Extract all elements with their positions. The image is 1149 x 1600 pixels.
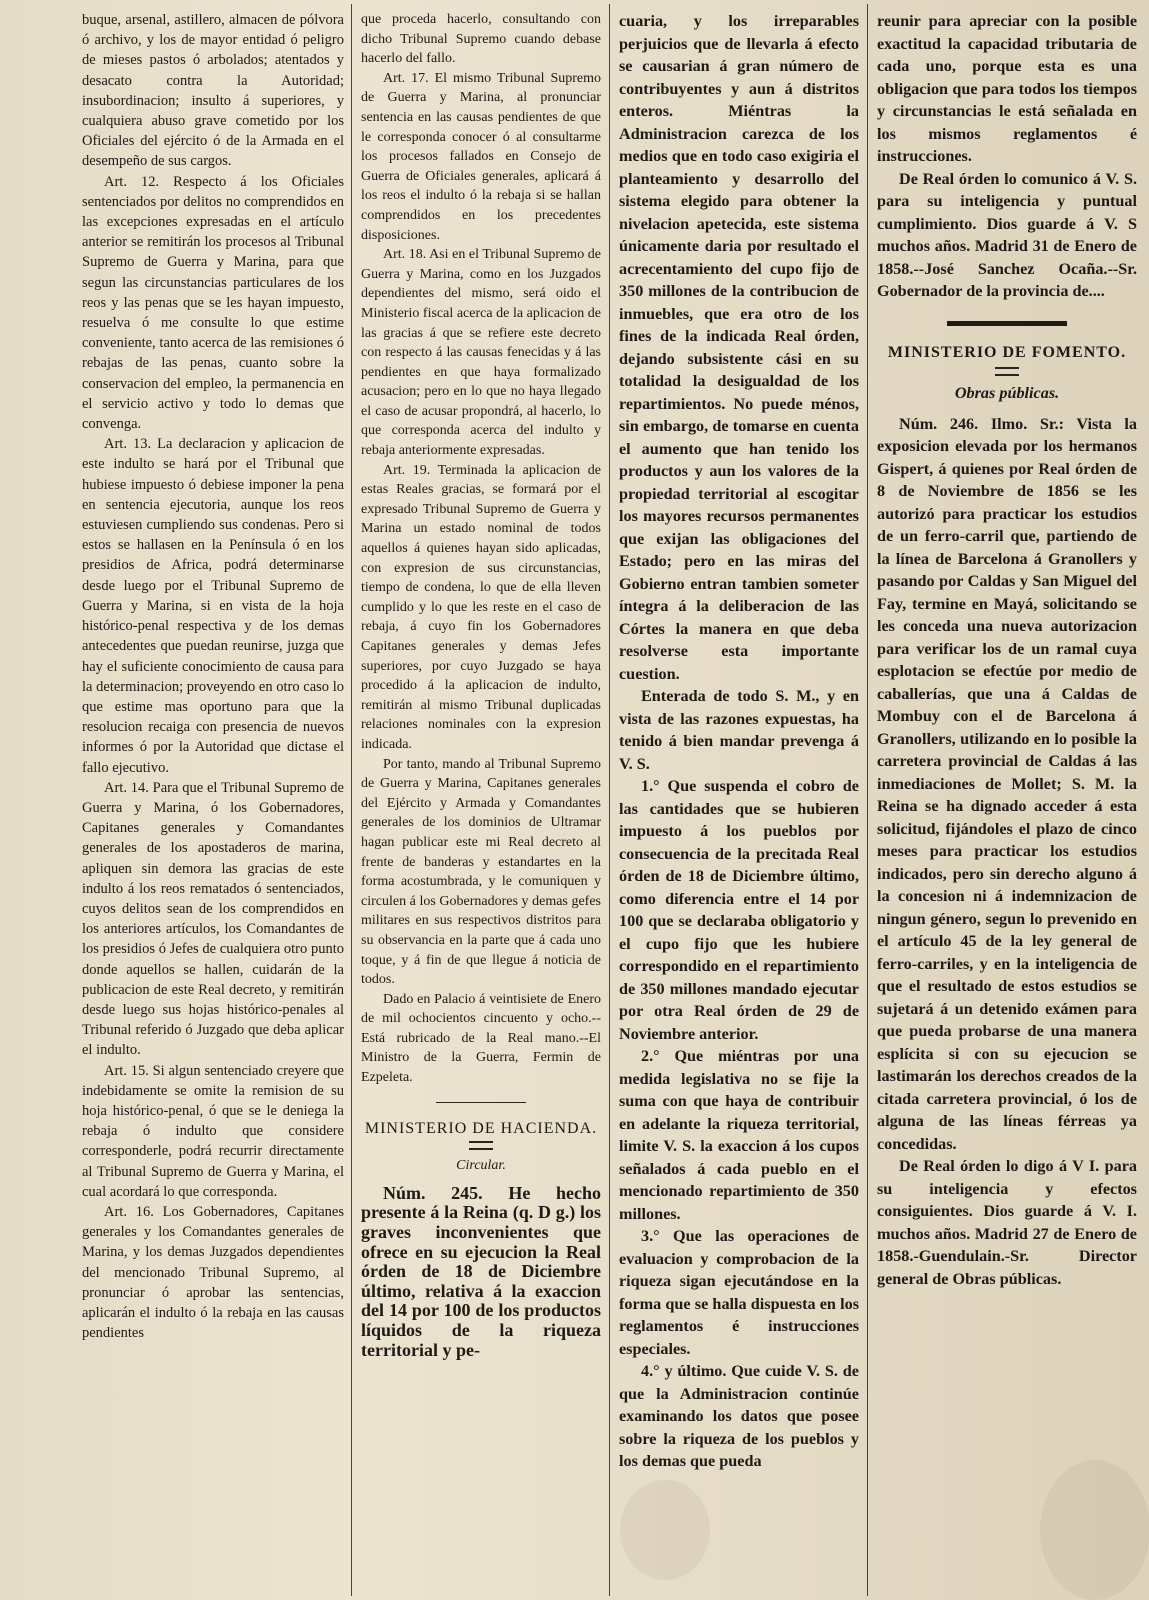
double-rule bbox=[995, 367, 1019, 376]
article-19: Art. 19. Terminada la aplicacion de estas Reales gracias, se formará por el expresado Tribunal Supremo de Guerra y Marina un estado nominal de todos aquellos á quienes hayan sido aplicadas, con expresion de sus circunstancias, tiempo de condena, lo que de ella lleven cumplido y lo que les reste en el caso de rebaja, á cuyo fin los Gobernadores Capitanes generales y demas Jefes superiores, por cuyo Juzgado se haya procedido á la aplicacion de indulto, remitirán al mismo Tribunal duplicadas relaciones nominales con la expresion indicada. bbox=[361, 462, 601, 752]
column-rule bbox=[609, 4, 610, 1596]
column-rule bbox=[351, 4, 352, 1596]
article-17: Art. 17. El mismo Tribunal Supremo de Guerra y Marina, al pronunciar sentencia en las causas pendientes de que le corresponda conocer ó al consultarme los procesos fallados en Consejo de Guerra de Oficiales generales, aplicará á los reos el indulto ó la rebaja si se hallan comprendidos en los precedentes disposiciones. bbox=[361, 70, 601, 243]
article-14: Art. 14. Para que el Tribunal Supremo de Guerra y Marina, ó los Gobernadores, Capitanes generales y Comandantes generales de los apostaderos de marina, apliquen sin demora las gracias de este indulto á los reos rematados ó sentenciados, cuyos delitos sean de los comprendidos en los anteriores artículos, los Comandantes de los presidios ó Jefes de cualquiera otro punto donde aquellos se hallen, cuidarán de la publicacion de este Real decreto, y remitirán desde luego sus hojas histórico-penales al Tribunal referido ó Juzgado que deba aplicar el indulto. bbox=[82, 779, 344, 1059]
article-12: Art. 12. Respecto á los Oficiales sentenciados por delitos no comprendidos en las excepciones expresadas en el artículo anterior se remitirán los procesos al Tribunal Supremo de Guerra y Marina, para que segun las circunstancias particulares de los reos y las penas que se les hayan impuesto, resuelva ó me consulte lo que estime conveniente, tanto acerca de las remisiones ó rebajas de las penas, cuanto sobre la conservacion del empleo, la permanencia en el servicio activo y todo lo demas que convenga. bbox=[82, 173, 344, 433]
article-13: Art. 13. La declaracion y aplicacion de este indulto se hará por el Tribunal que hubiese impuesto ó debiese imponer la pena en sentencia ejecutoria, aunque los reos estuviesen cumpliendo sus condenas. Pero si estos se hallasen en la Península ó en los presidios de Africa, podrá determinarse desde luego por el Tribunal Supremo de Guerra y Marina, si en vista de la hoja histórico-penal respectiva y de los demas antecedentes que puedan reunirse, juzga que hay el suficiente conocimiento de causa para la determinacion; proveyendo en otro caso lo que estime mas oportuno para que la resolucion recaiga con presencia de nuevos informes ó por la Autoridad que dictase el fallo ejecutivo. bbox=[82, 436, 344, 776]
section-divider bbox=[436, 1102, 526, 1103]
decree-text: buque, arsenal, astillero, almacen de pólvora ó archivo, y los de mayor entidad ó peligro de mieses pastos ó arbolados; atentados y desacato contra la Autoridad; insubordinacion; insulto á superiores, y cualquiera abuso grave cometido por los Oficiales del ejército ó de la Armada en el desempeño de sus cargos. bbox=[82, 12, 344, 170]
article-18: Art. 18. Asi en el Tribunal Supremo de Guerra y Marina, como en los Juzgados dependientes del mismo, será oido el Ministerio fiscal acerca de la aplicacion de las gracias á que se refiere este decreto con respecto á las causas fenecidas y á las pendientes en que haya formalizado acusacion; pero en lo que no haya llegado el caso de acusar propondrá, al hacerlo, lo que corresponda acerca del indulto y rebaja anteriormente expresadas. bbox=[361, 247, 601, 459]
provision-3: 3.° Que las operaciones de evaluacion y comprobacion de la riqueza sigan ejecutándose en la forma que se halla dispuesta en los reglamentos é instrucciones especiales. bbox=[619, 1227, 859, 1358]
section-subheading: Obras públicas. bbox=[954, 384, 1060, 402]
decree-mandate: Por tanto, mando al Tribunal Supremo de Guerra y Marina, Capitanes generales del Ejército y Armada y Comandantes generales de los dominios de Ultramar hagan publicar este mi Real decreto al frente de banderas y estandartes en la forma acostumbrada, y le comuniquen y circulen á los Gobernadores y demas gefes militares en sus respectivos distritos para su observancia en la parte que á cada uno toque, y á fin de que llegue á noticia de todos. bbox=[361, 756, 601, 988]
column-rule bbox=[867, 4, 868, 1596]
article-15: Art. 15. Si algun sentenciado creyere que indebidamente se omite la remision de su hoja histórico-penal, ó que se le deniega la rebaja ó indulto que considere corresponderle, podrá recurrir directamente al Tribunal Supremo de Guerra y Marina, el cual acordará lo que corresponda. bbox=[82, 1062, 344, 1200]
column-2 bbox=[361, 10, 601, 1592]
order-signature: De Real órden lo digo á V I. para su inteligencia y efectos consiguientes. Dios guarde á V. I. muchos años. Madrid 27 de Enero de 1858.-Guendulain.-Sr. Director general de Obras públicas. bbox=[877, 1157, 1137, 1288]
column-4 bbox=[877, 10, 1137, 1592]
column-3 bbox=[619, 10, 859, 1592]
circular-text: cuaria, y los irreparables perjuicios que de llevarla á efecto se causarian á gran número de contribuyentes y aun á distritos enteros. Miéntras la Administracion carezca de los medios que en todo caso exigiria el planteamiento y desarrollo del sistema elegido para obtener la nivelacion apetecida, este sistema únicamente daria por resultado el acrecentamiento del cupo fijo de 350 millones de la contribucion de inmuebles, que era otro de los fines de la indicada Real órden, dejando subsistente cási en su totalidad la desigualdad de los repartimientos. No puede ménos, sin embargo, de tomarse en cuenta el aumento que han tenido los productos y aun los valores de la propiedad territorial al escogitar los mayores recursos permanentes que exijan las obligaciones del Estado; pero en las miras del Gobierno entran tambien someter íntegra á la deliberacion de las Córtes la manera en que deba resolverse esta importante cuestion. bbox=[619, 12, 859, 683]
double-rule bbox=[469, 1141, 493, 1150]
circular-text: reunir para apreciar con la posible exactitud la capacidad tributaria de cada uno, porque esta es una obligacion que para todos los tiempos y circunstancias le está señalada en los mismos reglamentos é instrucciones. bbox=[877, 12, 1137, 165]
decree-text: que proceda hacerlo, consultando con dicho Tribunal Supremo cuando debase hacerlo del fallo. bbox=[361, 12, 601, 67]
order-246: Núm. 246. Ilmo. Sr.: Vista la exposicion elevada por los hermanos Gispert, á quienes por Real órden de 8 de Noviembre de 1856 se les autorizó para practicar los estudios de un ferro-carril que, partiendo de la línea de Barcelona á Granollers y pasando por Caldas y San Miguel del Fay, termine en Mayá, solicitando se les conceda una nueva autorizacion para verificar los de un ramal cuya esplotacion se efectúe por medio de caballerías, que una á Caldas de Mombuy con el de Barcelona á Granollers, utilizando en lo posible la carretera provincial de Caldas á las inmediaciones de Mollet; S. M. la Reina se ha dignado acceder á esta solicitud, fijándoles el plazo de cinco meses para practicar los estudios indicados, pero sin derecho alguno á la concesion ni á indemnizacion de ningun género, segun lo prevenido en el artículo 45 de la ley general de ferro-carriles, y en la inteligencia de que el resultado de estos estudios se sujetará á un detenido exámen para que pueda probarse de una manera esplícita si con su ejecucion se lastimarán los derechos creados de la citada carretera provincial, ó los de alguna de las líneas férreas ya concedidas. bbox=[877, 414, 1137, 1153]
circular-text: Enterada de todo S. M., y en vista de las razones expuestas, ha tenido á bien mandar prevenga á V. S. bbox=[619, 687, 859, 773]
article-16: Art. 16. Los Gobernadores, Capitanes generales y los Comandantes generales de Marina, y los demas Juzgados dependientes del mencionado Tribunal Supremo, al pronunciar ó aprobar las sentencias, aplicarán el indulto ó la rebaja en las causas pendientes bbox=[82, 1203, 344, 1342]
provision-4: 4.° y último. Que cuide V. S. de que la Administracion continúe examinando los datos que posee sobre la riqueza de los pueblos y los demas que pueda bbox=[619, 1362, 859, 1470]
section-heading-fomento: MINISTERIO DE FOMENTO. bbox=[887, 343, 1127, 361]
column-1 bbox=[82, 10, 344, 1592]
section-heading-hacienda: MINISTERIO DE HACIENDA. bbox=[364, 1119, 598, 1137]
section-divider bbox=[947, 321, 1067, 326]
circular-signature: De Real órden lo comunico á V. S. para su inteligencia y puntual cumplimiento. Dios guarde á V. S muchos años. Madrid 31 de Enero de 1858.--José Sanchez Ocaña.--Sr. Gobernador de la provincia de.... bbox=[877, 169, 1137, 300]
circular-245: Núm. 245. He hecho presente á la Reina (q. D g.) los graves inconvenientes que ofrece en su ejecucion la Real órden de 18 de Diciembre último, relativa á la exaccion del 14 por 100 de los productos líquidos de la riqueza territorial y pe- bbox=[361, 1182, 601, 1360]
provision-1: 1.° Que suspenda el cobro de las cantidades que se hubieren impuesto á los pueblos por consecuencia de la precitada Real órden de 18 de Diciembre último, como diferencia entre el 14 por 100 que se declaraba obligatorio y el cupo fijo que les hubiere correspondido en el repartimiento de 350 millones mandado ejecutar por otra Real órden de 29 de Noviembre anterior. bbox=[619, 777, 859, 1043]
section-subheading: Circular. bbox=[456, 1158, 506, 1174]
decree-signature: Dado en Palacio á veintisiete de Enero de mil ochocientos cincuento y ocho.--Está rubricado de la Real mano.--El Ministro de la Guerra, Fermin de Ezpeleta. bbox=[361, 991, 601, 1086]
provision-2: 2.° Que miéntras por una medida legislativa no se fije la suma con que haya de contribuir en adelante la riqueza territorial, limite V. S. la exaccion á los cupos señalados á cada pueblo en el mencionado repartimiento de 350 millones. bbox=[619, 1047, 859, 1223]
